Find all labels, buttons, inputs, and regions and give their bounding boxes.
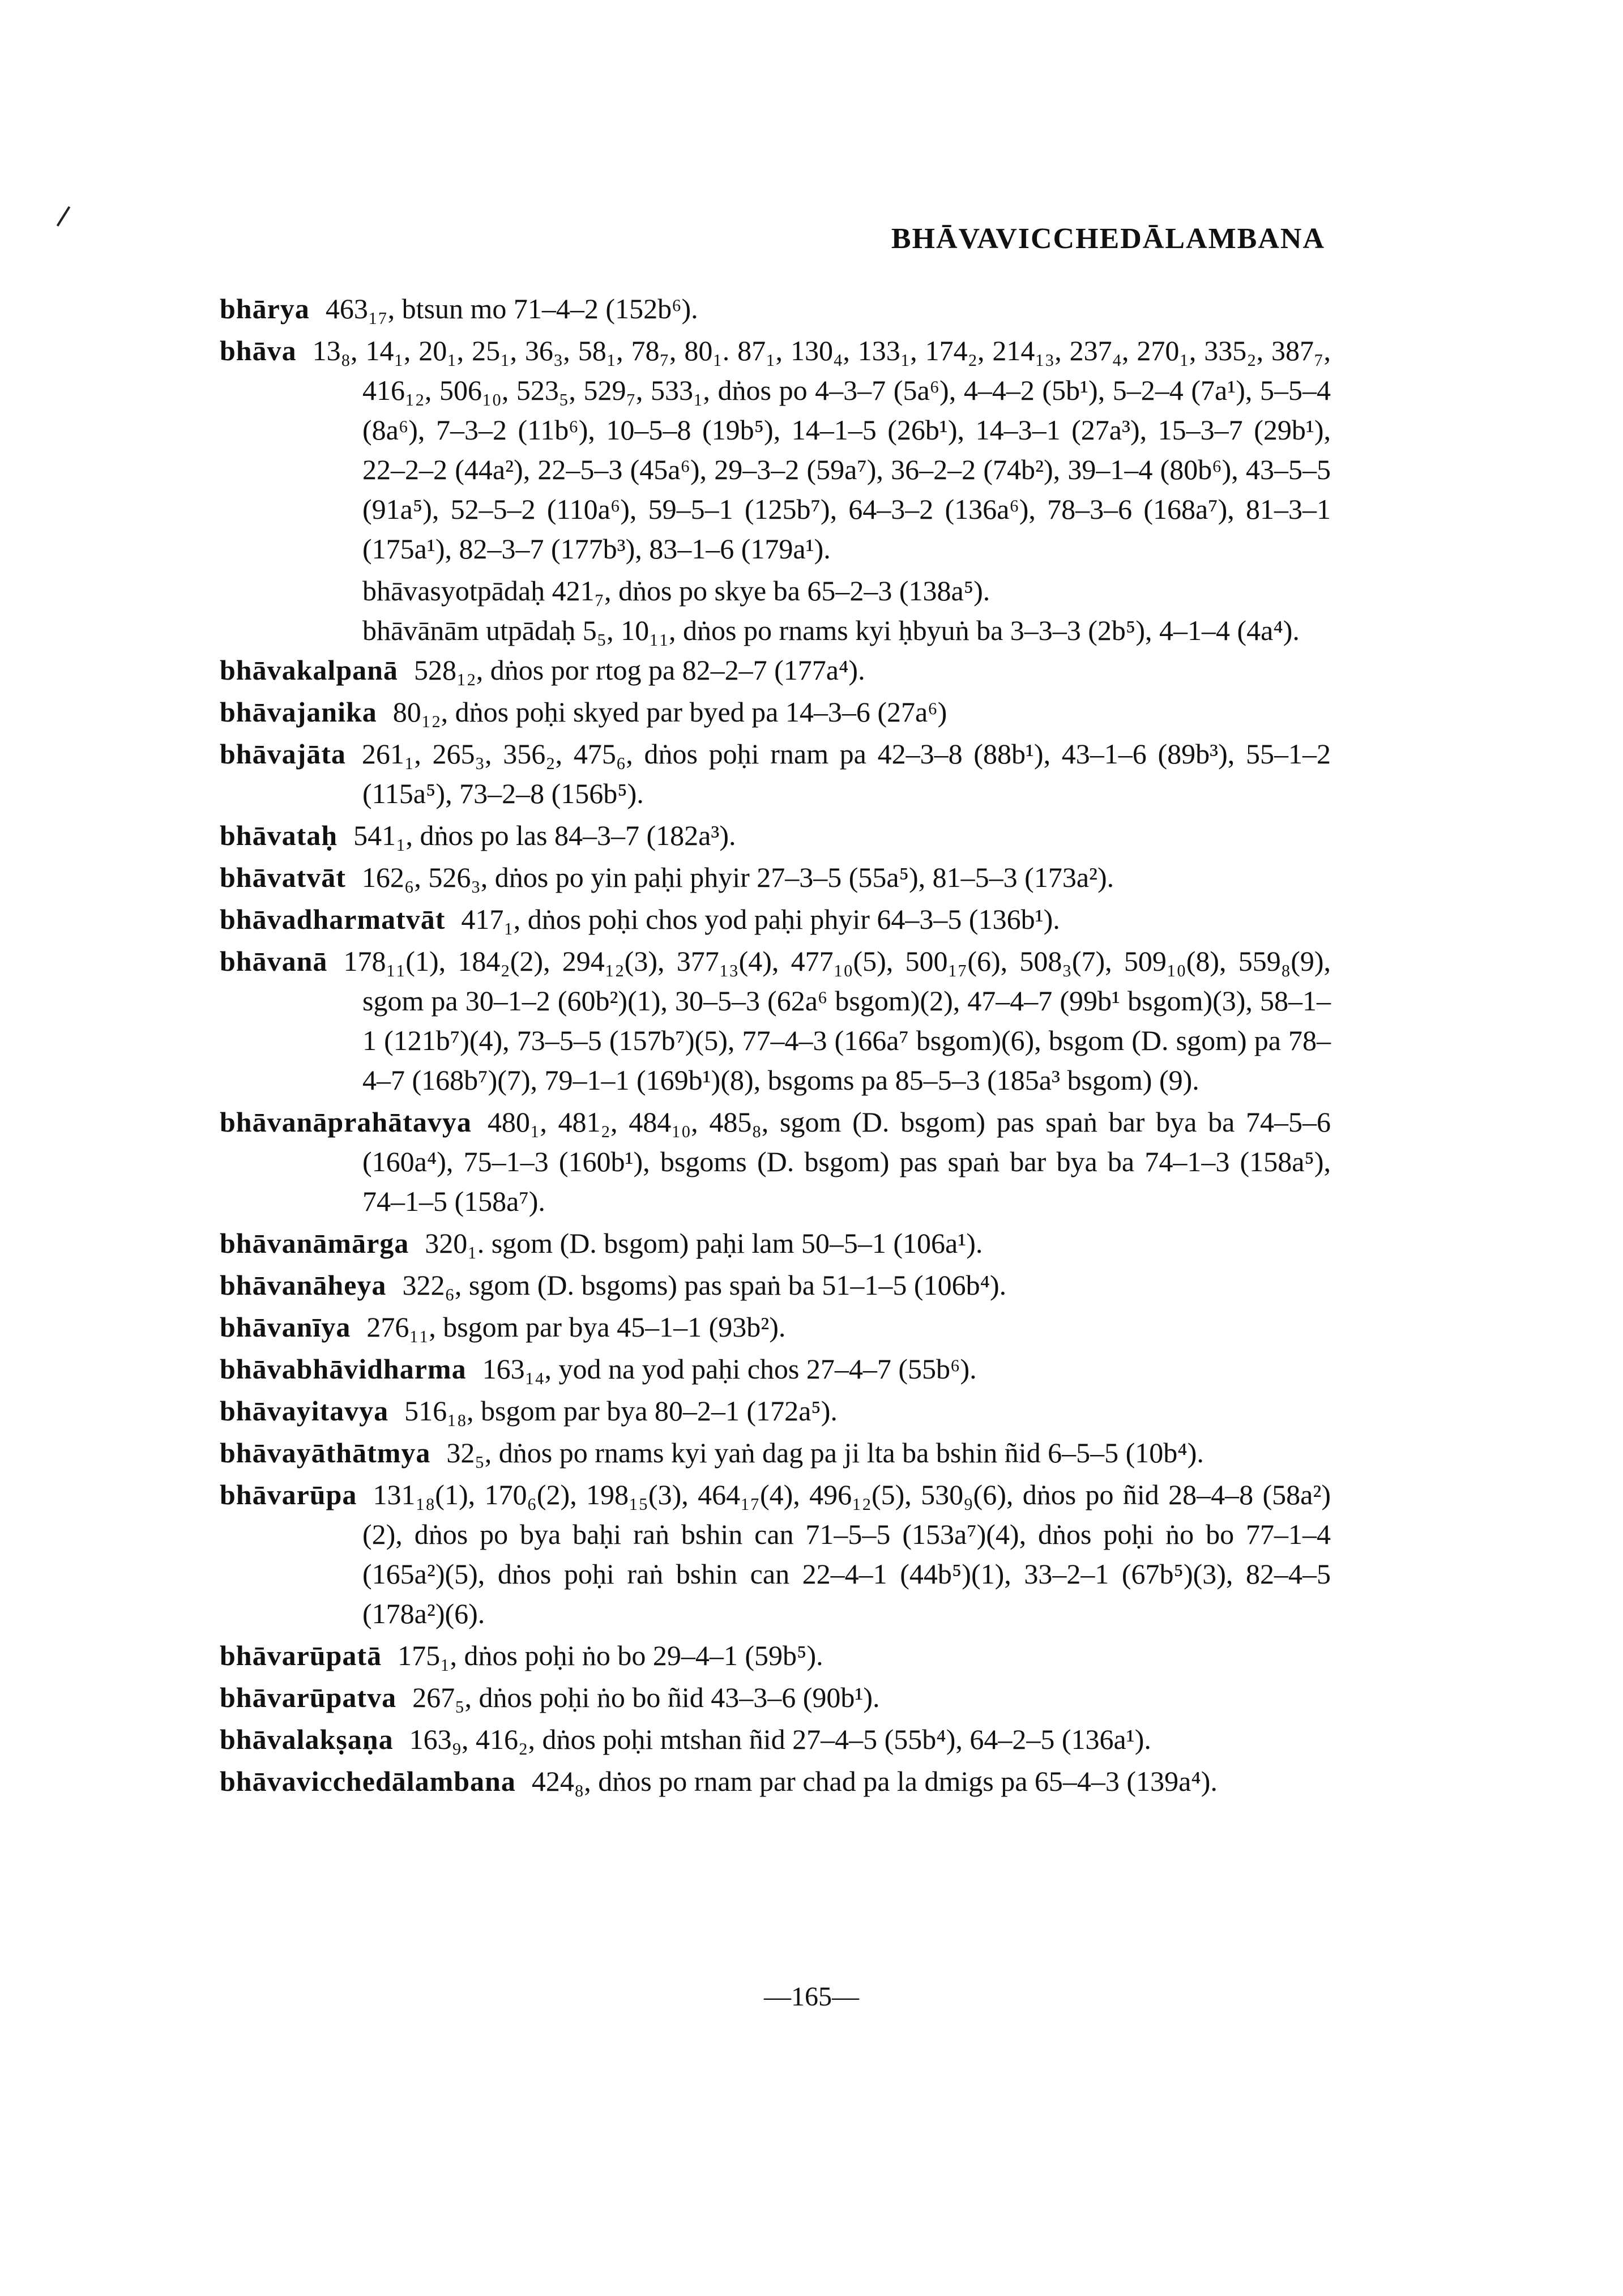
- entry-headword: bhāvanīya: [220, 1311, 351, 1343]
- entry-headword: bhāvayitavya: [220, 1395, 389, 1427]
- dictionary-entry: [220, 1719, 1331, 1759]
- entry-references: 162₆, 526₃, dṅos po yin paḥi phyir 27–3–5 (55a⁵), 81–5–3 (173a²).: [361, 861, 1114, 893]
- entry-references: 80₁₂, dṅos poḥi skyed par byed pa 14–3–6 (27a⁶): [392, 696, 947, 728]
- entry-headword: bhāvatvāt: [220, 861, 346, 893]
- entry-references: 163₁₄, yod na yod paḥi chos 27–4–7 (55b⁶).: [482, 1353, 977, 1385]
- dictionary-entry: [220, 1223, 1331, 1263]
- entry-headword: bhāvanāheya: [220, 1269, 387, 1301]
- entry-references: 463₁₇, btsun mo 71–4–2 (152b⁶).: [325, 293, 698, 325]
- entry-headword: bhāvarūpa: [220, 1479, 357, 1510]
- entry-references: 417₁, dṅos poḥi chos yod paḥi phyir 64–3–5 (136b¹).: [461, 903, 1060, 935]
- dictionary-entry: [220, 1391, 1331, 1431]
- subentry-text: bhāvasyotpādaḥ 421₇, dṅos po skye ba 65–2–3 (138a⁵).: [362, 575, 990, 607]
- entry-headword: bhāvajāta: [220, 738, 346, 770]
- entry-headword: bhāva: [220, 335, 297, 366]
- entry-references: 131₁₈(1), 170₆(2), 198₁₅(3), 464₁₇(4), 496₁₂(5), 530₉(6), dṅos po ñid 28–4–8 (58a²)(2), dṅos po bya baḥi raṅ bshin can 71–5–5 (153a⁷)(4), dṅos poḥi ṅo bo 77–1–4 (165a²)(5), dṅos poḥi raṅ bshin can 22–4–1 (44b⁵)(1), 33–2–1 (67b⁵)(3), 82–4–5 (178a²)(6).: [362, 1479, 1331, 1629]
- entry-headword: bhāvanā: [220, 945, 328, 977]
- entry-headword: bhāvataḥ: [220, 820, 338, 851]
- entry-references: 13₈, 14₁, 20₁, 25₁, 36₃, 58₁, 78₇, 80₁. 87₁, 130₄, 133₁, 174₂, 214₁₃, 237₄, 270₁, 335₂, 387₇, 416₁₂, 506₁₀, 523₅, 529₇, 533₁, dṅos po 4–3–7 (5a⁶), 4–4–2 (5b¹), 5–2–4 (7a¹), 5–5–4 (8a⁶), 7–3–2 (11b⁶), 10–5–8 (19b⁵), 14–1–5 (26b¹), 14–3–1 (27a³), 15–3–7 (29b¹), 22–2–2 (44a²), 22–5–3 (45a⁶), 29–3–2 (59a⁷), 36–2–2 (74b²), 39–1–4 (80b⁶), 43–5–5 (91a⁵), 52–5–2 (110a⁶), 59–5–1 (125b⁷), 64–3–2 (136a⁶), 78–3–6 (168a⁷), 81–3–1 (175a¹), 82–3–7 (177b³), 83–1–6 (179a¹).: [312, 335, 1331, 565]
- entry-headword: bhāvabhāvidharma: [220, 1353, 467, 1385]
- entry-headword: bhāvavicchedālambana: [220, 1765, 516, 1797]
- dictionary-entry: [220, 1636, 1331, 1675]
- entry-headword: bhāvakalpanā: [220, 654, 398, 686]
- entry-headword: bhāvarūpatā: [220, 1640, 382, 1671]
- dictionary-entry: [220, 941, 1331, 1100]
- entry-references: 178₁₁(1), 184₂(2), 294₁₂(3), 377₁₃(4), 477₁₀(5), 500₁₇(6), 508₃(7), 509₁₀(8), 559₈(9), sgom pa 30–1–2 (60b²)(1), 30–5–3 (62a⁶ bsgom)(2), 47–4–7 (99b¹ bsgom)(3), 58–1–1 (121b⁷)(4), 73–5–5 (157b⁷)(5), 77–4–3 (166a⁷ bsgom)(6), bsgom (D. sgom) pa 78–4–7 (168b⁷)(7), 79–1–1 (169b¹)(8), bsgoms pa 85–5–3 (185a³ bsgom) (9).: [343, 945, 1331, 1096]
- margin-pen-mark: [57, 206, 71, 227]
- entry-references: 175₁, dṅos poḥi ṅo bo 29–4–1 (59b⁵).: [398, 1640, 823, 1671]
- entry-references: 480₁, 481₂, 484₁₀, 485₈, sgom (D. bsgom) pas spaṅ bar bya ba 74–5–6 (160a⁴), 75–1–3 (160b¹), bsgoms (D. bsgom) pas spaṅ bar bya ba 74–1–3 (158a⁵), 74–1–5 (158a⁷).: [362, 1106, 1331, 1217]
- entry-references: 163₉, 416₂, dṅos poḥi mtshan ñid 27–4–5 (55b⁴), 64–2–5 (136a¹).: [409, 1723, 1151, 1755]
- entry-references: 528₁₂, dṅos por rtog pa 82–2–7 (177a⁴).: [413, 654, 865, 686]
- running-header: BHĀVAVICCHEDĀLAMBANA: [891, 223, 1325, 255]
- dictionary-entry: [220, 1102, 1331, 1221]
- subentry-text: bhāvānām utpādaḥ 5₅, 10₁₁, dṅos po rnams kyi ḥbyuṅ ba 3–3–3 (2b⁵), 4–1–4 (4a⁴).: [362, 614, 1300, 646]
- dictionary-entry: [220, 331, 1331, 569]
- dictionary-subentry: [220, 611, 1331, 650]
- entry-headword: bhāvayāthātmya: [220, 1437, 431, 1469]
- dictionary-entry: [220, 1678, 1331, 1717]
- entry-references: 516₁₈, bsgom par bya 80–2–1 (172a⁵).: [404, 1395, 838, 1427]
- dictionary-entry: [220, 857, 1331, 897]
- entries-column: [220, 289, 1331, 1803]
- dictionary-entry: [220, 816, 1331, 855]
- entry-references: 267₅, dṅos poḥi ṅo bo ñid 43–3–6 (90b¹).: [412, 1682, 880, 1713]
- entry-headword: bhāvalakṣaṇa: [220, 1723, 394, 1755]
- entry-references: 32₅, dṅos po rnams kyi yaṅ dag pa ji lta ba bshin ñid 6–5–5 (10b⁴).: [446, 1437, 1204, 1469]
- entry-headword: bhāvadharmatvāt: [220, 903, 446, 935]
- entry-headword: bhāvarūpatva: [220, 1682, 397, 1713]
- dictionary-entry: [220, 1475, 1331, 1633]
- dictionary-subentry: [220, 571, 1331, 611]
- entry-references: 541₁, dṅos po las 84–3–7 (182a³).: [353, 820, 736, 851]
- entry-headword: bhāvanāmārga: [220, 1227, 409, 1259]
- entry-references: 424₈, dṅos po rnam par chad pa la dmigs pa 65–4–3 (139a⁴).: [531, 1765, 1218, 1797]
- dictionary-entry: [220, 650, 1331, 690]
- entry-headword: bhāvajanika: [220, 696, 377, 728]
- dictionary-entry: [220, 1265, 1331, 1305]
- dictionary-entry: [220, 1433, 1331, 1473]
- entry-headword: bhāvanāprahātavya: [220, 1106, 472, 1138]
- entry-headword: bhārya: [220, 293, 310, 325]
- dictionary-entry: [220, 692, 1331, 732]
- entry-references: 261₁, 265₃, 356₂, 475₆, dṅos poḥi rnam pa 42–3–8 (88b¹), 43–1–6 (89b³), 55–1–2 (115a⁵), 73–2–8 (156b⁵).: [361, 738, 1331, 809]
- dictionary-entry: [220, 1761, 1331, 1801]
- page-number: —165—: [764, 1982, 859, 2012]
- dictionary-entry: [220, 289, 1331, 328]
- entry-references: 322₆, sgom (D. bsgoms) pas spaṅ ba 51–1–5 (106b⁴).: [402, 1269, 1007, 1301]
- entry-references: 320₁. sgom (D. bsgom) paḥi lam 50–5–1 (106a¹).: [425, 1227, 983, 1259]
- dictionary-entry: [220, 1307, 1331, 1347]
- dictionary-entry: [220, 734, 1331, 813]
- entry-references: 276₁₁, bsgom par bya 45–1–1 (93b²).: [366, 1311, 786, 1343]
- dictionary-entry: [220, 899, 1331, 939]
- dictionary-entry: [220, 1349, 1331, 1389]
